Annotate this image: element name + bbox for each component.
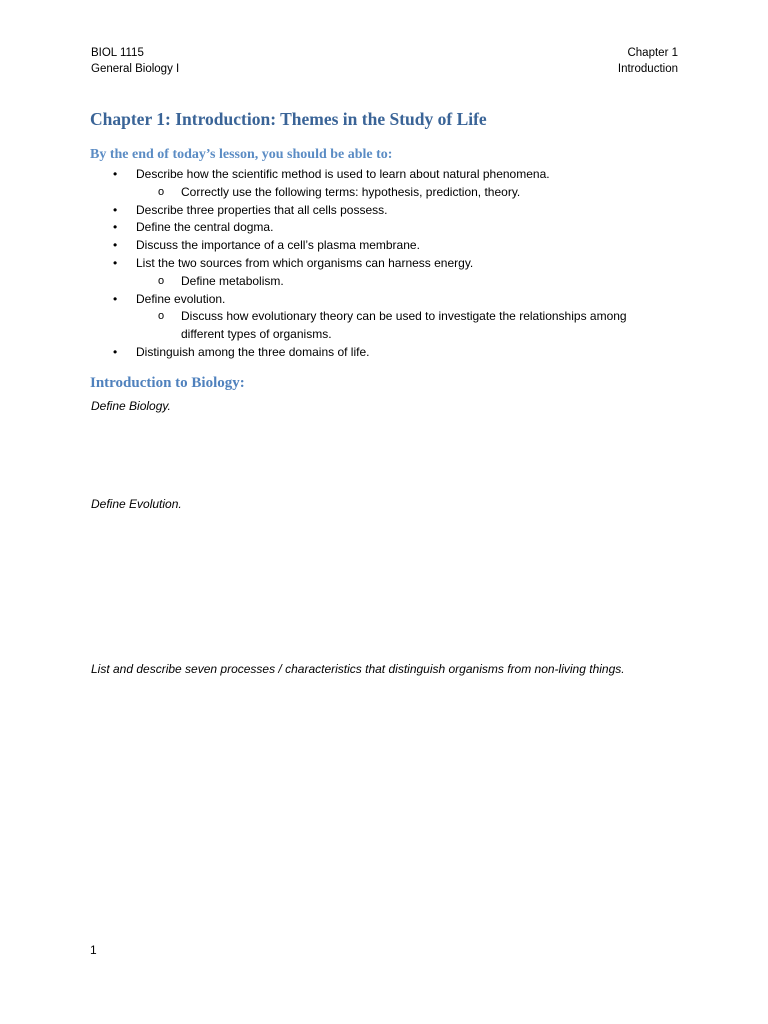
chapter-label: Chapter 1 (627, 47, 678, 59)
sub-bullet: o (158, 310, 165, 323)
bullet: • (113, 238, 118, 253)
list-item (0, 344, 768, 362)
bullet: • (113, 291, 118, 306)
bullet: • (113, 255, 118, 270)
page-number: 1 (90, 943, 97, 957)
header-right (618, 46, 678, 77)
sub-bullet: o (158, 274, 165, 287)
list-item-text: Discuss how evolutionary theory can be used to investigate the relationships among different types of organisms. (181, 309, 627, 342)
sub-list-item (0, 308, 768, 344)
list-item (0, 291, 768, 309)
sub-list-item (0, 273, 768, 291)
list-item (0, 166, 768, 184)
list-item-text: Distinguish among the three domains of life. (136, 344, 370, 359)
list-item-text: List the two sources from which organisms can harness energy. (136, 255, 474, 270)
list-item-text: Define evolution. (136, 291, 226, 306)
list-item (0, 237, 768, 255)
list-item-text: Define metabolism. (181, 273, 284, 288)
list-item-text: Describe how the scientific method is used to learn about natural phenomena. (136, 167, 550, 181)
sub-list-item (0, 184, 768, 202)
question-prompt: Define Evolution. (91, 497, 182, 511)
course-name: General Biology I (91, 62, 180, 75)
header-left (91, 46, 179, 77)
list-item-text: Describe three properties that all cells possess. (136, 202, 388, 217)
section-label: Introduction (617, 62, 678, 75)
bullet: • (113, 220, 118, 235)
bullet: • (113, 202, 118, 217)
sub-bullet: o (158, 185, 165, 198)
list-item-text: Define the central dogma. (136, 220, 274, 235)
list-item-text: Correctly use the following terms: hypothesis, prediction, theory. (181, 184, 521, 199)
question-prompt: List and describe seven processes / characteristics that distinguish organisms from non-living things. (91, 662, 625, 676)
objectives-list (0, 166, 768, 362)
chapter-title: Chapter 1: Introduction: Themes in the Study of Life (90, 109, 487, 129)
course-code: BIOL 1115 (91, 47, 144, 59)
list-item (0, 202, 768, 220)
question-prompt: Define Biology. (91, 399, 171, 413)
list-item-text: Discuss the importance of a cell’s plasma membrane. (136, 238, 420, 253)
list-item (0, 255, 768, 273)
objectives-heading: By the end of today’s lesson, you should be able to: (90, 147, 393, 162)
section-heading: Introduction to Biology: (90, 375, 245, 391)
bullet: • (113, 167, 118, 181)
bullet: • (113, 344, 118, 359)
list-item (0, 219, 768, 237)
